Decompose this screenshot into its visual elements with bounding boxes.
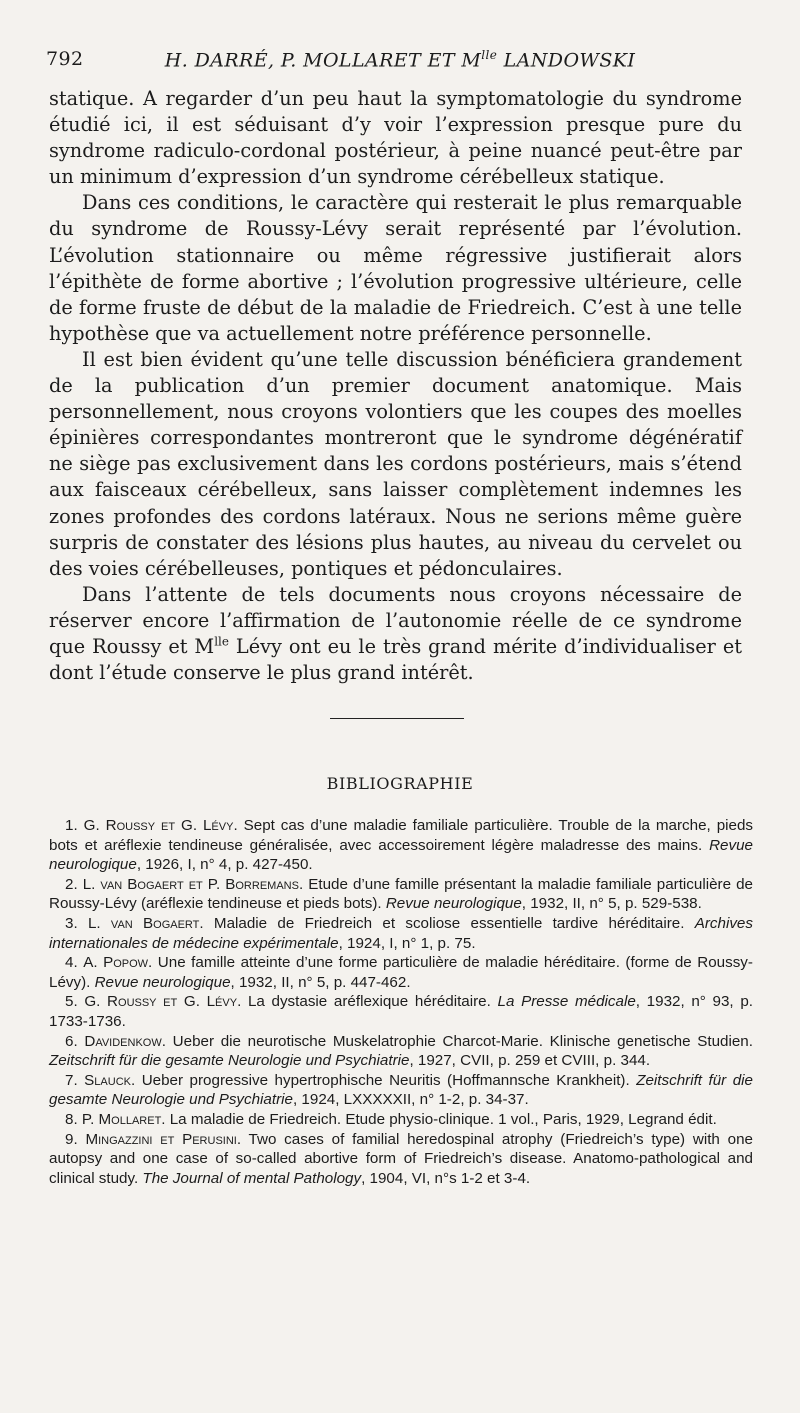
reference-item xyxy=(49,1130,753,1189)
reference-number: 5. xyxy=(65,993,78,1011)
reference-journal: Revue neurologique xyxy=(385,895,522,913)
paragraph-4-end: Lévy ont eu le très grand mérite d’individualiser et dont l’étude conserve le plus grand intérêt. xyxy=(49,634,743,685)
reference-authors: Slauck. xyxy=(84,1071,136,1089)
running-title-tail: LANDOWSKI xyxy=(497,49,636,72)
reference-text: Ueber progressive hypertrophische Neuritis (Hoffmannsche Krankheit). xyxy=(135,1071,637,1089)
reference-details: , 1926, I, n° 4, p. 427-450. xyxy=(136,856,313,874)
reference-details: , 1924, LXXXXXII, n° 1-2, p. 34-37. xyxy=(292,1091,529,1109)
bibliography-title: BIBLIOGRAPHIE xyxy=(326,774,474,793)
reference-journal: La Presse médicale xyxy=(497,993,636,1011)
reference-journal: Archives internationales de médecine expérimentale xyxy=(49,914,753,952)
reference-details: , 1932, II, n° 5, p. 447-462. xyxy=(230,973,411,991)
running-header xyxy=(46,48,754,72)
running-title xyxy=(46,48,754,71)
reference-details: , 1927, CVII, p. 259 et CVIII, p. 344. xyxy=(409,1052,651,1070)
reference-journal: Revue neurologique xyxy=(49,836,753,874)
reference-item xyxy=(49,1032,753,1071)
section-divider xyxy=(330,718,464,719)
reference-text: Etude d’une famille présentant la maladie familiale particulière de Roussy-Lévy (aréflexie tendineuse et pieds bots). xyxy=(49,875,753,913)
reference-text: La dystasie aréflexique héréditaire. xyxy=(241,993,498,1011)
reference-text: La maladie de Friedreich. Etude physio-clinique. 1 vol., Paris, 1929, Legrand édit. xyxy=(165,1110,717,1128)
reference-text: Ueber die neurotische Muskelatrophie Charcot-Marie. Klinische genetische Studien. xyxy=(165,1032,753,1050)
reference-details: , 1924, I, n° 1, p. 75. xyxy=(338,934,476,952)
reference-authors: A. Popow. xyxy=(83,954,153,972)
reference-authors: G. Roussy et G. Lévy. xyxy=(83,817,238,834)
reference-journal: Revue neurologique xyxy=(94,973,231,991)
reference-item xyxy=(49,1071,753,1110)
reference-text: Une famille atteinte d’une forme particulière de maladie héréditaire. (forme de Roussy-Lévy). xyxy=(49,954,753,991)
reference-journal: The Journal of mental Pathology xyxy=(142,1169,362,1187)
reference-number: 2. xyxy=(65,875,78,893)
reference-number: 1. xyxy=(65,817,78,834)
reference-details: , 1932, n° 93, p. 1733-1736. xyxy=(49,993,753,1030)
reference-text: Maladie de Friedreich et scoliose essentielle tardive héréditaire. xyxy=(203,914,695,932)
reference-authors: L. van Bogaert et P. Borremans. xyxy=(82,875,304,893)
reference-number: 7. xyxy=(65,1071,78,1089)
reference-item xyxy=(49,992,753,1031)
reference-number: 8. xyxy=(65,1110,78,1128)
reference-item xyxy=(49,816,753,875)
reference-authors: G. Roussy et G. Lévy. xyxy=(84,993,242,1011)
reference-number: 9. xyxy=(65,1130,78,1148)
reference-journal: Zeitschrift für die gesamte Neurologie und Psychiatrie xyxy=(49,1052,410,1070)
reference-item xyxy=(49,953,753,992)
page-number: 792 xyxy=(46,48,84,70)
paragraph-4 xyxy=(49,582,742,686)
reference-authors: L. van Bogaert. xyxy=(87,914,204,932)
reference-authors: P. Mollaret. xyxy=(81,1110,166,1128)
running-title-sup: lle xyxy=(481,48,498,62)
reference-authors: Mingazzini et Perusini. xyxy=(85,1130,242,1148)
reference-text: Sept cas d’une maladie familiale particulière. Trouble de la marche, pieds bots et aréflexie tendineuse généralisée, avec accessoirement légère maladresse des mains. xyxy=(49,817,753,854)
reference-details: , 1904, VI, n°s 1-2 et 3-4. xyxy=(361,1169,531,1187)
paragraph-4-sup: lle xyxy=(214,634,229,649)
reference-journal: Zeitschrift für die gesamte Neurologie und Psychiatrie xyxy=(49,1071,753,1109)
reference-details: , 1932, II, n° 5, p. 529-538. xyxy=(521,895,702,913)
running-title-main: H. DARRÉ, P. MOLLARET ET M xyxy=(164,49,482,72)
paragraph-3: Il est bien évident qu’une telle discussion bénéficiera grandement de la publication d’un premier document anatomique. Mais personnellement, nous croyons volontiers que les coupes des moelles épinières correspondantes montreront que le syndrome dégénératif ne siège pas exclusivement dans les cordons postérieurs, mais s’étend aux faisceaux cérébelleux, sans laisser complètement indemnes les zones profondes des cordons latéraux. Nous ne serions même guère surpris de constater des lésions plus hautes, au niveau du cervelet ou des voies cérébelleuses, pontiques et pédonculaires. xyxy=(49,347,742,580)
paragraph-4-start: Dans l’attente de tels documents nous croyons nécessaire de réserver encore l’affirmation de l’autonomie réelle de ce syndrome que Roussy et M xyxy=(49,582,742,658)
reference-item xyxy=(49,875,753,914)
reference-item xyxy=(49,1110,753,1130)
reference-number: 4. xyxy=(65,954,78,972)
reference-number: 3. xyxy=(65,914,78,932)
body-text xyxy=(49,86,742,686)
reference-number: 6. xyxy=(65,1032,78,1050)
paragraph-2: Dans ces conditions, le caractère qui resterait le plus remarquable du syndrome de Roussy-Lévy serait représenté par l’évolution. L’évolution stationnaire ou même régressive justifierait alors l’épithète de forme abortive ; l’évolution progressive ultérieure, celle de forme fruste de début de la maladie de Friedreich. C’est à une telle hypothèse que va actuellement notre préférence personnelle. xyxy=(49,191,742,345)
reference-authors: Davidenkow. xyxy=(84,1032,166,1050)
reference-item xyxy=(49,914,753,953)
bibliography-list xyxy=(49,816,753,1188)
reference-text: Two cases of familial heredospinal atrophy (Friedreich’s type) with one autopsy and one case of so-called abortive form of Friedreich’s disease. Anatomo-pathological and clinical study. xyxy=(49,1130,753,1187)
paragraph-1: statique. A regarder d’un peu haut la symptomatologie du syndrome étudié ici, il est séduisant d’y voir l’expression presque pure du syndrome radiculo-cordonal postérieur, à peine nuancé peut-être par un minimum d’expression d’un syndrome cérébelleux statique. xyxy=(49,87,742,189)
